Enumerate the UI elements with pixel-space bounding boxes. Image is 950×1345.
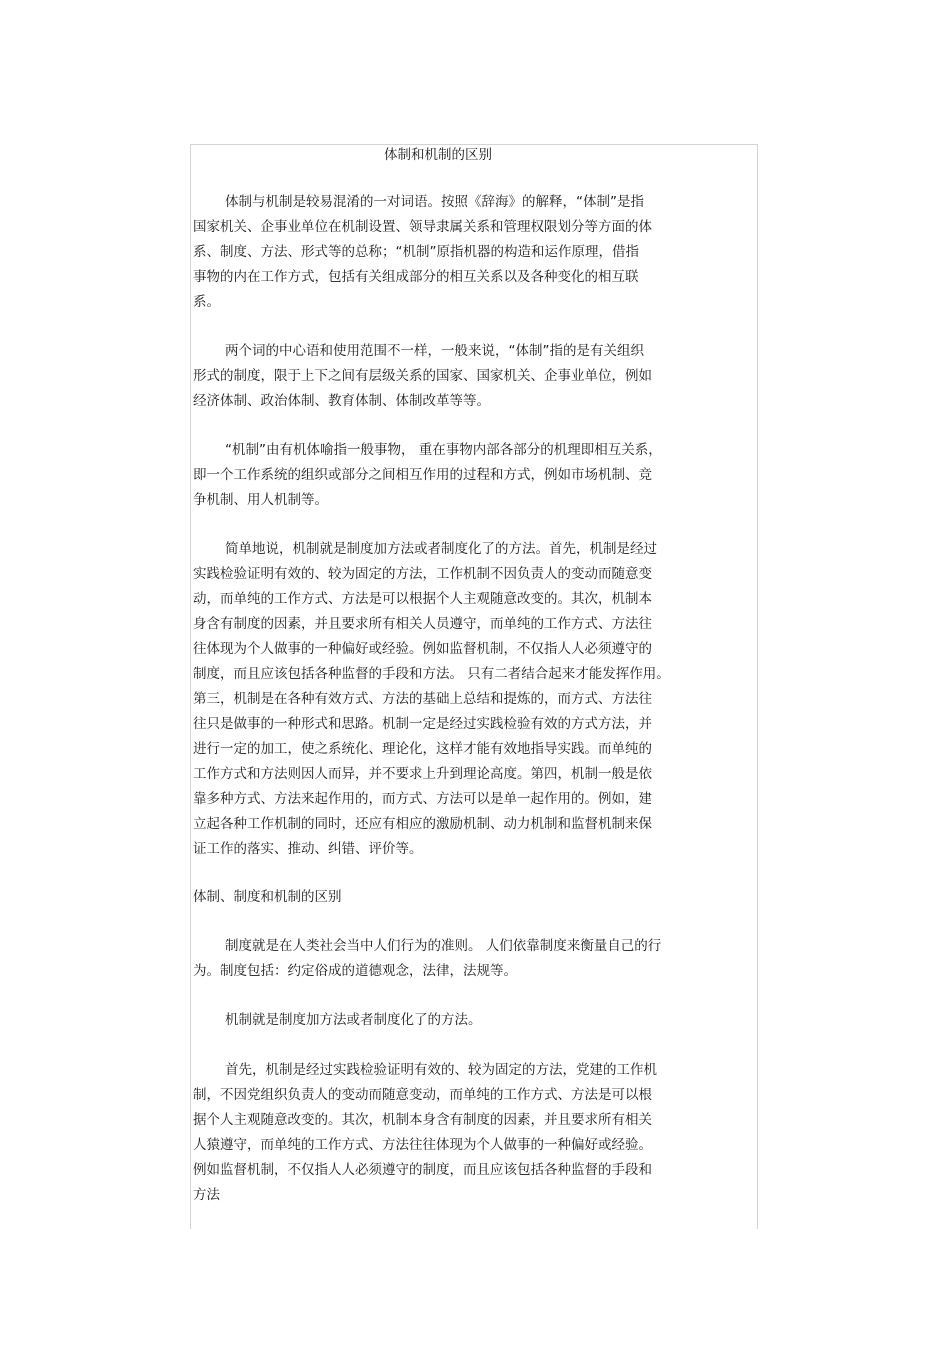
paragraph-4 [193, 537, 670, 862]
paragraph-line: 身含有制度的因素，并且要求所有相关人员遵守，而单纯的工作方式、方法往 [193, 616, 652, 632]
paragraph-line: 进行一定的加工，使之系统化、理论化，这样才能有效地指导实践。而单纯的 [193, 741, 652, 757]
paragraph-line: 方法 [193, 1187, 220, 1203]
paragraph-7 [193, 1008, 482, 1033]
paragraph-line: 简单地说，机制就是制度加方法或者制度化了的方法。首先，机制是经过 [225, 541, 657, 557]
paragraph-3 [193, 438, 662, 513]
paragraph-line: 人猿遵守，而单纯的工作方式、方法往往体现为个人做事的一种偏好或经验。 [193, 1137, 652, 1153]
paragraph-line: 实践检验证明有效的、较为固定的方法，工作机制不因负责人的变动而随意变 [193, 566, 652, 582]
paragraph-line: 两个词的中心语和使用范围不一样，一般来说，“体制”指的是有关组织 [225, 343, 644, 359]
paragraph-line: 第三，机制是在各种有效方式、方法的基础上总结和提炼的，而方式、方法往 [193, 691, 652, 707]
paragraph-line: 工作方式和方法则因人而异，并不要求上升到理论高度。第四，机制一般是依 [193, 766, 652, 782]
paragraph-line: 系、制度、方法、形式等的总称；“机制”原指机器的构造和运作原理，借指 [193, 244, 639, 260]
document-title: 体制和机制的区别 [384, 147, 492, 163]
paragraph-line: 首先，机制是经过实践检验证明有效的、较为固定的方法，党建的工作机 [225, 1062, 657, 1078]
paragraph-line: 制，不因党组织负责人的变动而随意变动，而单纯的工作方式、方法是可以根 [193, 1087, 652, 1103]
paragraph-line: 经济体制、政治体制、教育体制、体制改革等等。 [193, 393, 490, 409]
paragraph-line: “机制”由有机体喻指一般事物， 重在事物内部各部分的机理即相互关系， [225, 442, 662, 458]
paragraph-line: 国家机关、企事业单位在机制设置、领导隶属关系和管理权限划分等方面的体 [193, 219, 652, 235]
paragraph-line: 形式的制度，限于上下之间有层级关系的国家、国家机关、企事业单位，例如 [193, 368, 652, 384]
paragraph-line: 靠多种方式、方法来起作用的，而方式、方法可以是单一起作用的。例如，建 [193, 791, 652, 807]
paragraph-line: 制度，而且应该包括各种监督的手段和方法。 只有二者结合起来才能发挥作用。 [193, 666, 670, 682]
paragraph-2 [193, 339, 652, 414]
paragraph-8 [193, 1058, 657, 1208]
paragraph-line: 例如监督机制，不仅指人人必须遵守的制度，而且应该包括各种监督的手段和 [193, 1162, 652, 1178]
paragraph-line: 动，而单纯的工作方式、方法是可以根据个人主观随意改变的。其次，机制本 [193, 591, 652, 607]
paragraph-line: 制度就是在人类社会当中人们行为的准则。 人们依靠制度来衡量自己的行 [225, 938, 662, 954]
paragraph-line: 即一个工作系统的组织或部分之间相互作用的过程和方式，例如市场机制、竞 [193, 467, 652, 483]
paragraph-line: 事物的内在工作方式，包括有关组成部分的相互关系以及各种变化的相互联 [193, 269, 639, 285]
paragraph-line: 系。 [193, 294, 220, 310]
paragraph-line: 为。制度包括：约定俗成的道德观念，法律，法规等。 [193, 963, 517, 979]
paragraph-line: 体制与机制是较易混淆的一对词语。按照《辞海》的解释，“体制”是指 [225, 194, 644, 210]
paragraph-line: 据个人主观随意改变的。其次，机制本身含有制度的因素，并且要求所有相关 [193, 1112, 652, 1128]
paragraph-line: 证工作的落实、推动、纠错、评价等。 [193, 841, 423, 857]
paragraph-line: 体制、制度和机制的区别 [193, 889, 342, 905]
paragraph-line: 机制就是制度加方法或者制度化了的方法。 [225, 1012, 482, 1028]
paragraph-line: 往只是做事的一种形式和思路。机制一定是经过实践检验有效的方式方法，并 [193, 716, 652, 732]
paragraph-line: 争机制、用人机制等。 [193, 492, 328, 508]
paragraph-1 [193, 190, 652, 315]
paragraph-6 [193, 934, 661, 984]
paragraph-line: 立起各种工作机制的同时，还应有相应的激励机制、动力机制和监督机制来保 [193, 816, 652, 832]
paragraph-5 [193, 885, 342, 910]
paragraph-line: 往体现为个人做事的一种偏好或经验。例如监督机制，不仅指人人必须遵守的 [193, 641, 652, 657]
